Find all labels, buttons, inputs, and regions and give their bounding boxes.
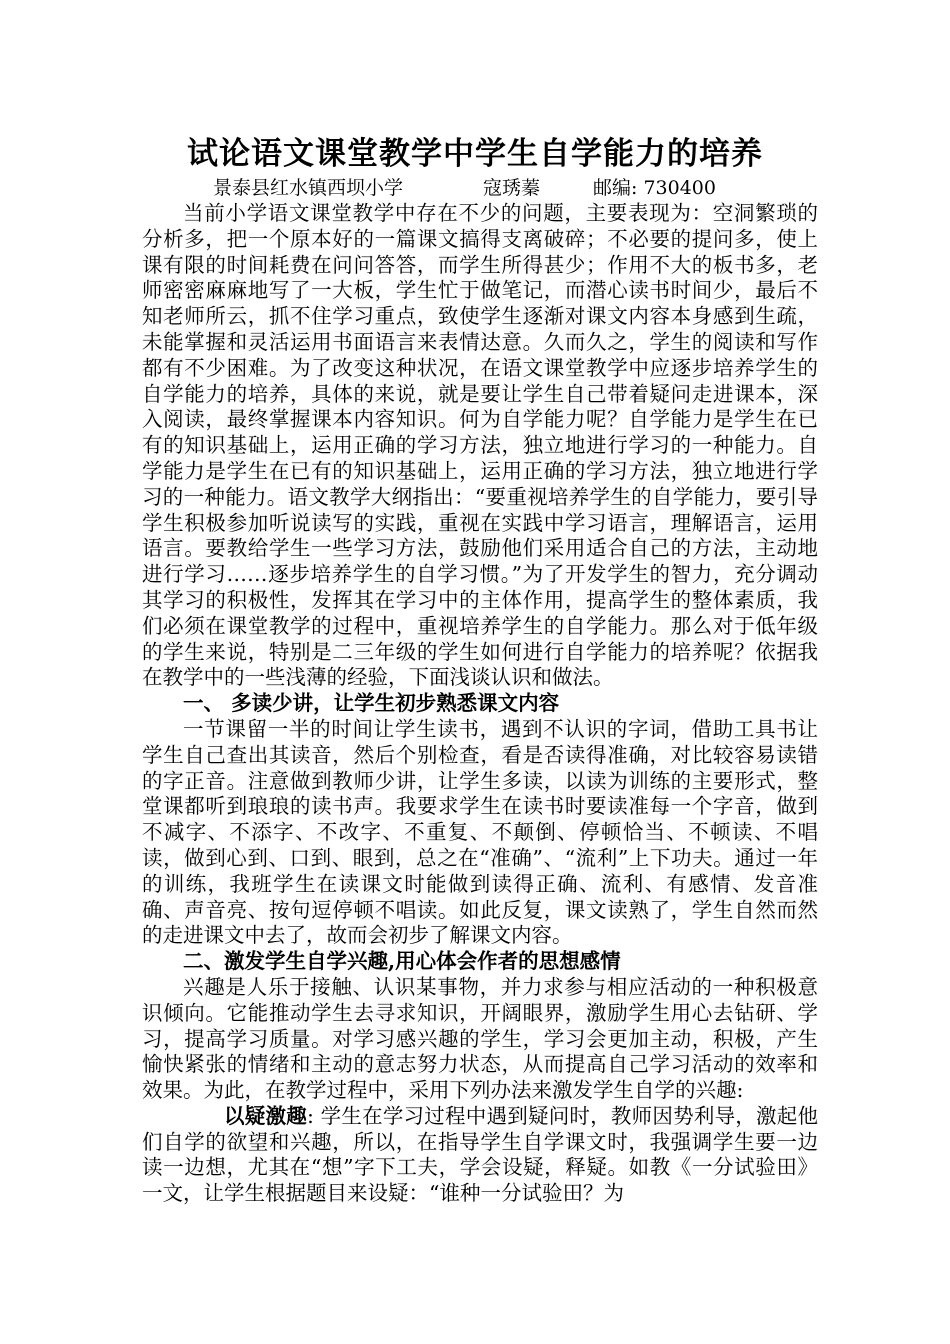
byline <box>213 176 716 200</box>
section-heading-1: 一、 多读少讲，让学生初步熟悉课文内容 <box>183 691 560 716</box>
document-title: 试论语文课堂教学中学生自学能力的培养 <box>187 136 763 172</box>
method-text: : 学生在学习过程中遇到疑问时，教师因势利导，激起他们自学的欲望和兴趣，所以，在指导学生自学课文时，我强调学生要一边读一边想，尤其在“想”字下工夫，学会设疑，释疑。如教《一分试验田》一文，让学生根据题目来设疑：“谁种一分试验田？为 <box>142 1103 819 1206</box>
method-term: 以疑激趣 <box>224 1103 307 1128</box>
section-heading-2: 二、激发学生自学兴趣,用心体会作者的思想感情 <box>183 949 621 974</box>
author-school: 景泰县红水镇西坝小学 <box>213 177 404 199</box>
section-paragraph-2: 兴趣是人乐于接触、认识某事物，并力求参与相应活动的一种积极意识倾向。它能推动学生去寻求知识，开阔眼界，激励学生用心去钻研、学习，提高学习质量。对学习感兴趣的学生，学习会更加主动，积极，产生愉快紧张的情绪和主动的意志努力状态，从而提高自己学习活动的效率和效果。为此，在教学过程中，采用下列办法来激发学生自学的兴趣: <box>142 974 818 1103</box>
intro-paragraph: 当前小学语文课堂教学中存在不少的问题，主要表现为：空洞繁琐的分析多，把一个原本好的一篇课文搞得支离破碎；不必要的提问多，使上课有限的时间耗费在问问答答，而学生所得甚少；作用不大的板书多，老师密密麻麻地写了一大板，学生忙于做笔记，而潜心读书时间少，最后不知老师所云，抓不住学习重点，致使学生逐渐对课文内容本身感到生疏，未能掌握和灵活运用书面语言来表情达意。久而久之，学生的阅读和写作都有不少困难。为了改变这种状况，在语文课堂教学中应逐步培养学生的自学能力的培养，具体的来说，就是要让学生自己带着疑问走进课本，深入阅读，最终掌握课本内容知识。何为自学能力呢？自学能力是学生在已有的知识基础上，运用正确的学习方法，独立地进行学习的一种能力。自学能力是学生在已有的知识基础上，运用正确的学习方法，独立地进行学习的一种能力。语文教学大纲指出：“要重视培养学生的自学能力，要引导学生积极参加听说读写的实践，重视在实践中学习语言，理解语言，运用语言。要教给学生一些学习方法，鼓励他们采用适合自己的方法，主动地进行学习……逐步培养学生的自学习惯。”为了开发学生的智力，充分调动其学习的积极性，发挥其在学习中的主体作用，提高学生的整体素质，我们必须在课堂教学的过程中，重视培养学生的自学能力。那么对于低年级的学生来说，特别是二三年级的学生如何进行自学能力的培养呢？依据我在教学中的一些浅薄的经验，下面浅谈认识和做法。 <box>142 201 818 690</box>
document-body <box>142 201 818 1207</box>
section-paragraph-1: 一节课留一半的时间让学生读书，遇到不认识的字词，借助工具书让学生自己查出其读音，然后个别检查，看是否读得准确，对比较容易读错的字正音。注意做到教师少讲，让学生多读，以读为训练的主要形式，整堂课都听到琅琅的读书声。我要求学生在读书时要读准每一个字音，做到不减字、不添字、不改字、不重复、不颠倒、停顿恰当、不顿读、不唱读，做到心到、口到、眼到，总之在“准确”、“流利”上下功夫。通过一年的训练，我班学生在读课文时能做到读得正确、流利、有感情、发音准确、声音亮、按句逗停顿不唱读。如此反复，课文读熟了，学生自然而然的走进课文中去了，故而会初步了解课文内容。 <box>142 716 818 948</box>
postcode: 邮编: 730400 <box>593 177 716 199</box>
author-name: 寇琇蓁 <box>483 177 541 199</box>
method-paragraph <box>142 1104 818 1207</box>
